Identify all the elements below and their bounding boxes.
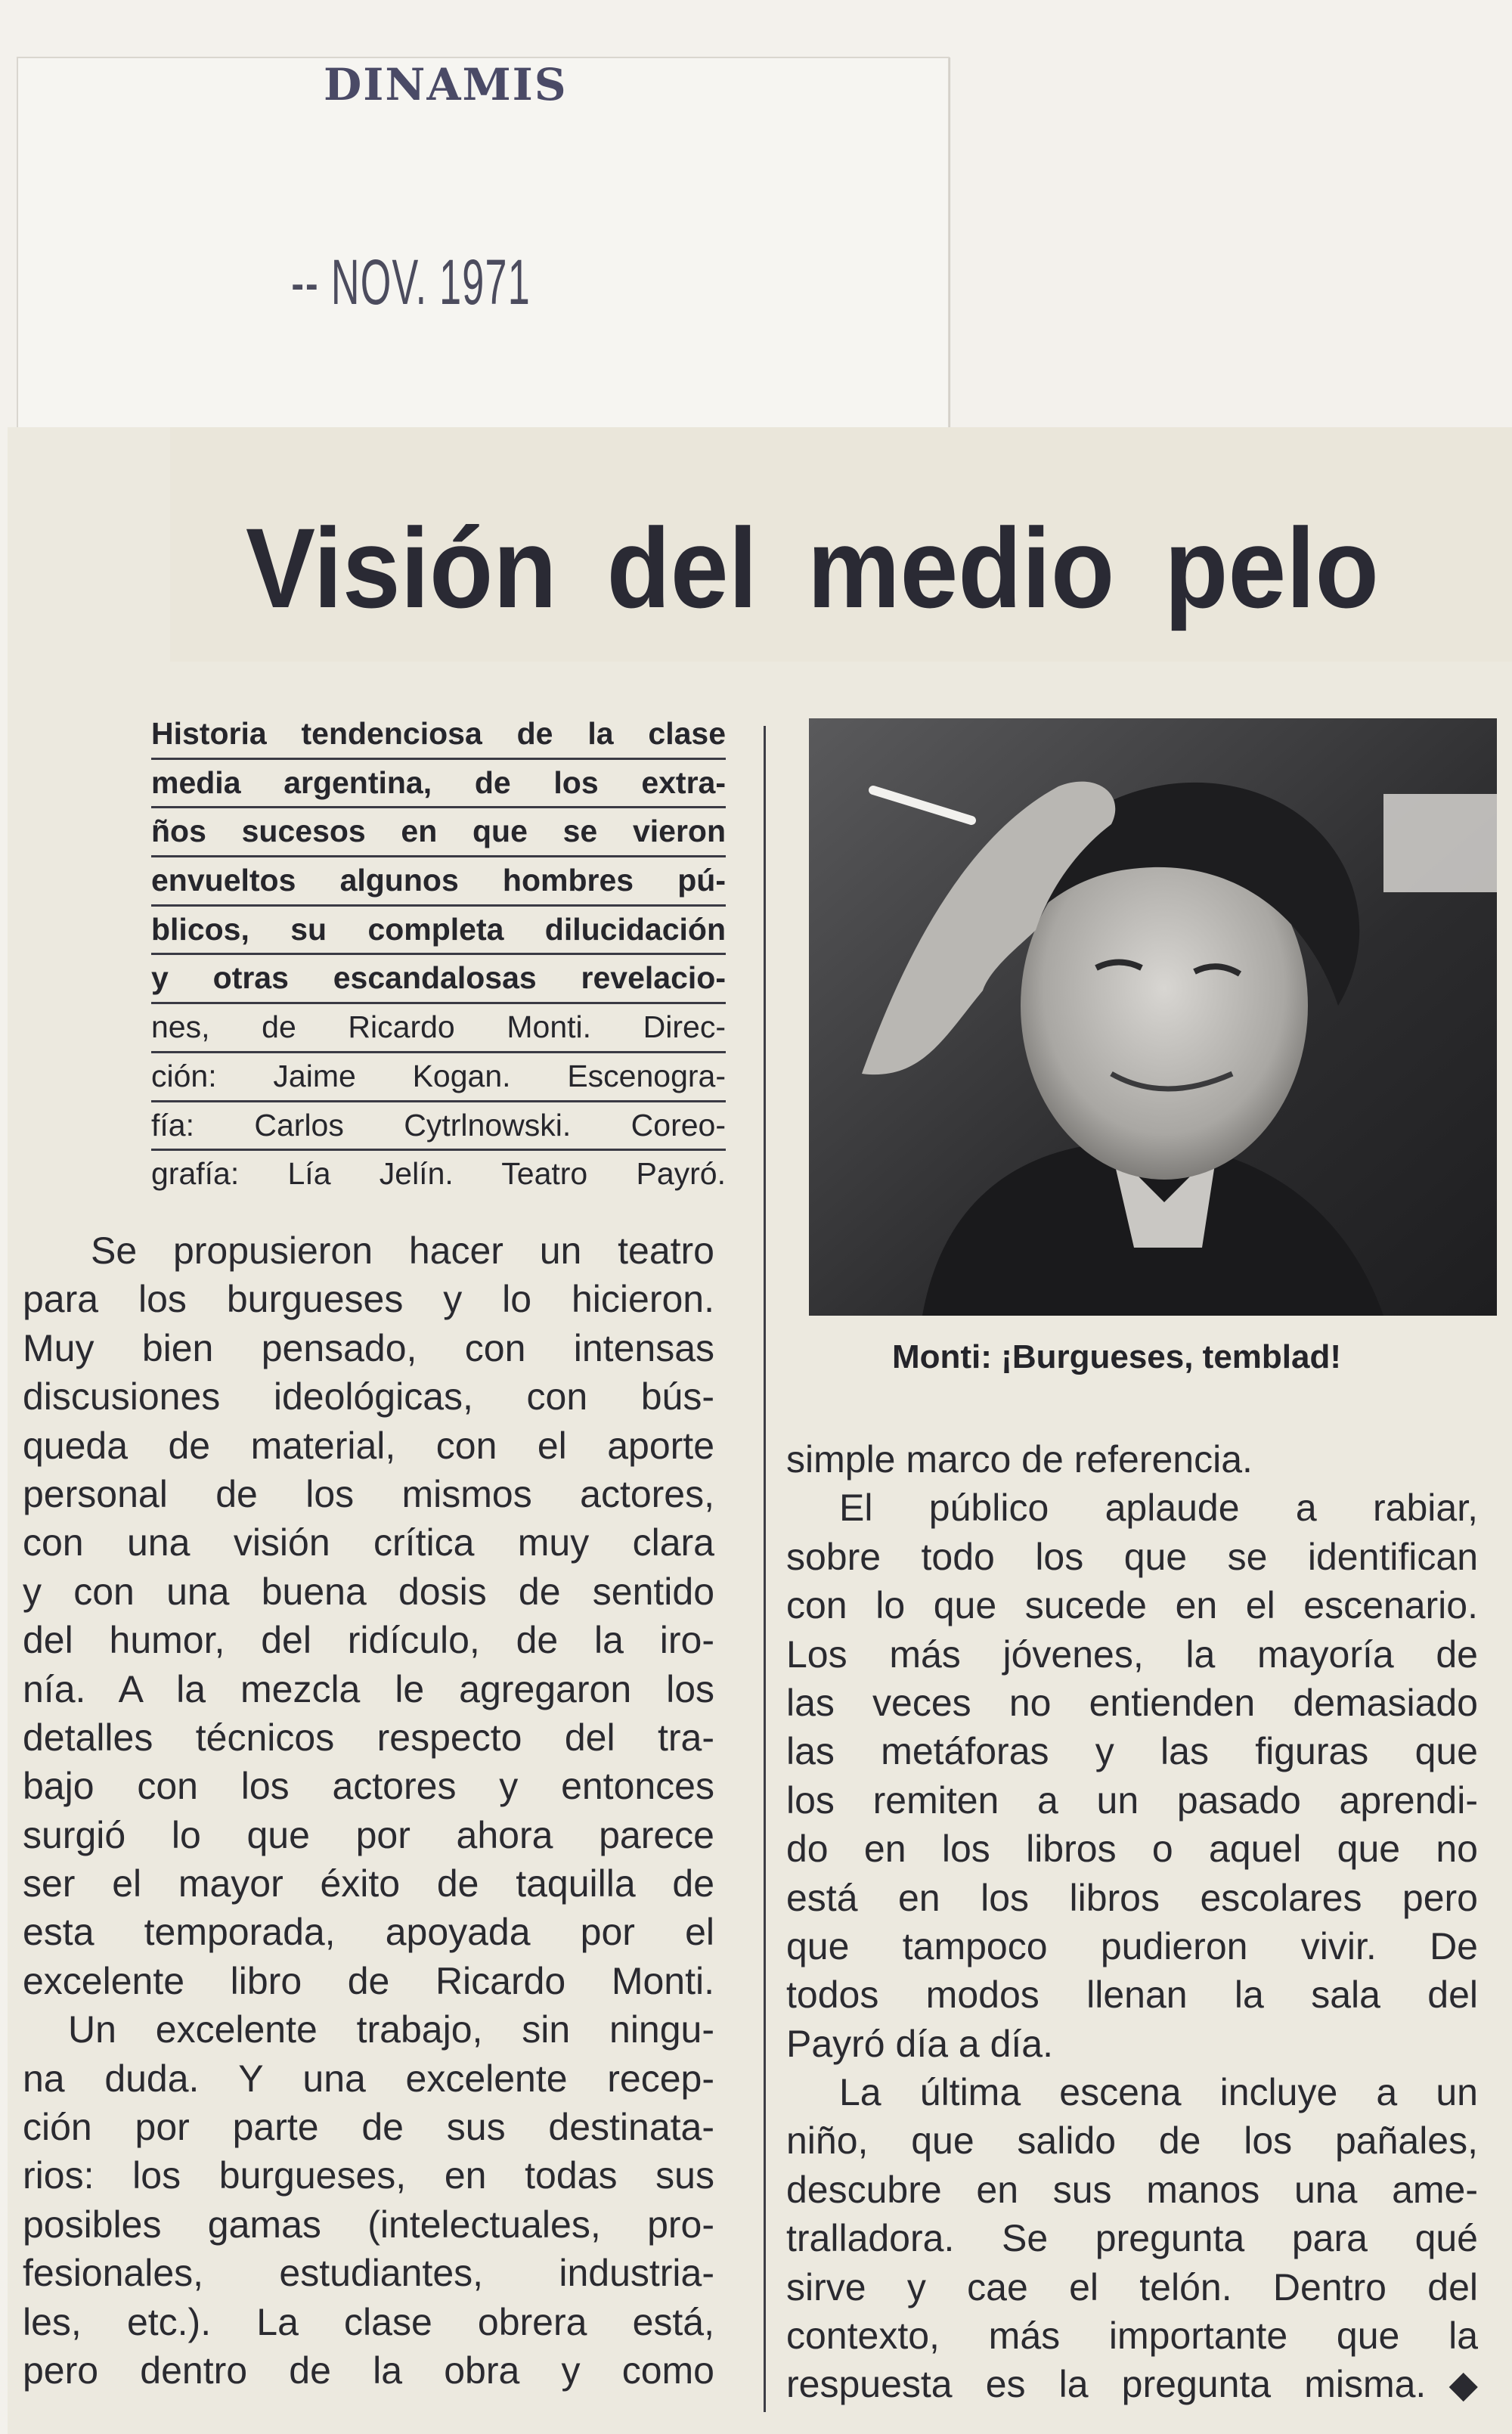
text-line: El público aplaude a rabiar,: [839, 1487, 1478, 1530]
text-line: Muy bien pensado, con intensas: [23, 1326, 714, 1369]
text-line: queda de material, con el aporte: [23, 1424, 714, 1467]
text-line: niño, que salido de los pañales,: [786, 2119, 1478, 2163]
text-line: simple marco de referencia.: [786, 1438, 1253, 1481]
text-line: del humor, del ridículo, de la iro-: [23, 1619, 714, 1662]
text-line: contexto, más importante que la: [786, 2315, 1478, 2358]
text-line: posibles gamas (intelectuales, pro-: [23, 2203, 714, 2246]
text-line: está en los libros escolares pero: [786, 1876, 1478, 1919]
text-line: que tampoco pudieron vivir. De: [786, 1924, 1478, 1967]
author-photo: [809, 718, 1497, 1316]
column-divider: [764, 726, 766, 2412]
text-line: ser el mayor éxito de taquilla de: [23, 1862, 714, 1905]
text-line: pero dentro de la obra y como: [23, 2349, 714, 2392]
text-line: discusiones ideológicas, con bús-: [23, 1375, 714, 1419]
text-line: La última escena incluye a un: [839, 2071, 1478, 2114]
article-headline: Visión del medio pelo: [246, 504, 1379, 631]
date-stamp: -- NOV. 1971: [291, 247, 531, 318]
photo-caption: Monti: ¡Burgueses, temblad!: [892, 1338, 1342, 1375]
text-line: Los más jóvenes, la mayoría de: [786, 1632, 1478, 1676]
text-line: Un excelente trabajo, sin ningu-: [68, 2008, 714, 2051]
text-line: para los burgueses y lo hicieron.: [23, 1278, 714, 1321]
text-line: las metáforas y las figuras que: [786, 1730, 1478, 1773]
text-line: con lo que sucede en el escenario.: [786, 1584, 1478, 1627]
text-line: nía. A la mezcla le agregaron los: [23, 1667, 714, 1710]
text-line: fesionales, estudiantes, industria-: [23, 2252, 714, 2295]
text-line: do en los libros o aquel que no: [786, 1828, 1478, 1871]
text-line: Se propusieron hacer un teatro: [91, 1229, 714, 1272]
text-line: bajo con los actores y entonces: [23, 1765, 714, 1808]
text-line: las veces no entienden demasiado: [786, 1681, 1478, 1724]
text-line: surgió lo que por ahora parece: [23, 1813, 714, 1856]
credits-line: y otras escandalosas revelacio-: [151, 955, 726, 1004]
credits-line: envueltos algunos hombres pú-: [151, 857, 726, 907]
text-line: rios: los burgueses, en todas sus: [23, 2154, 714, 2197]
credits-line: blicos, su completa dilucidación: [151, 907, 726, 956]
text-line: les, etc.). La clase obrera está,: [23, 2300, 714, 2343]
credits-line: media argentina, de los extra-: [151, 760, 726, 809]
publication-stamp: DINAMIS: [324, 59, 568, 110]
credits-line: Historia tendenciosa de la clase: [151, 711, 726, 760]
credits-line: nes, de Ricardo Monti. Direc-: [151, 1004, 726, 1053]
text-line: los remiten a un pasado aprendi-: [786, 1778, 1478, 1822]
text-line: personal de los mismos actores,: [23, 1472, 714, 1515]
text-line: con una visión crítica muy clara: [23, 1521, 714, 1564]
credits-line: grafía: Lía Jelín. Teatro Payró.: [151, 1156, 726, 1192]
right-column-text: [786, 1435, 1478, 2409]
text-line: respuesta es la pregunta misma.◆: [786, 2363, 1478, 2406]
text-line: na duda. Y una excelente recep-: [23, 2057, 714, 2100]
text-line: sobre todo los que se identifican: [786, 1535, 1478, 1578]
text-line: todos modos llenan la sala del: [786, 1974, 1478, 2017]
credits-line: fía: Carlos Cytrlnowski. Coreo-: [151, 1102, 726, 1152]
text-line: tralladora. Se pregunta para qué: [786, 2217, 1478, 2260]
text-line: descubre en sus manos una ame-: [786, 2168, 1478, 2211]
left-column-text: [23, 1226, 714, 2395]
text-line: y con una buena dosis de sentido: [23, 1570, 714, 1613]
text-line: excelente libro de Ricardo Monti.: [23, 1959, 714, 2002]
text-line: Payró día a día.: [786, 2022, 1054, 2065]
credits-line: ños sucesos en que se vieron: [151, 808, 726, 857]
credits-line: ción: Jaime Kogan. Escenogra-: [151, 1053, 726, 1102]
text-line: detalles técnicos respecto del tra-: [23, 1716, 714, 1759]
credits-box: [151, 711, 726, 1198]
text-line: esta temporada, apoyada por el: [23, 1911, 714, 1954]
text-line: ción por parte de sus destinata-: [23, 2106, 714, 2149]
portrait-illustration: [809, 718, 1497, 1316]
text-line: sirve y cae el telón. Dentro del: [786, 2265, 1478, 2308]
